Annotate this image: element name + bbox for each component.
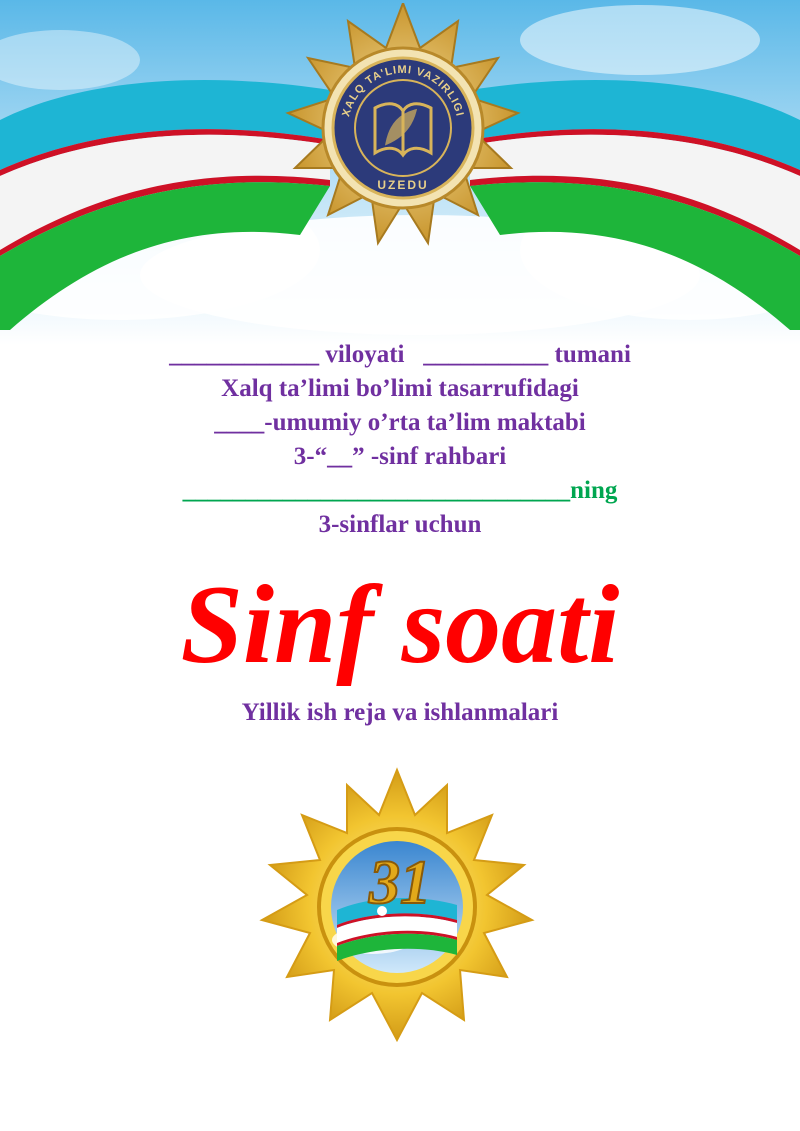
- school-line: ____-umumiy o’rta ta’lim maktabi: [214, 409, 586, 436]
- district-blank: __________: [423, 341, 549, 368]
- ministry-emblem: [283, 3, 523, 263]
- region-label: viloyati: [325, 341, 405, 368]
- emblem-numeral: 31: [369, 849, 431, 917]
- department-line: Xalq ta’limi bo’limi tasarrufidagi: [221, 375, 579, 402]
- emblem-bottom-text: UZEDU: [377, 178, 429, 192]
- page-title: Sinf soati: [180, 563, 620, 687]
- emblem-arc-text: XALQ TA'LIMI VAZIRLIGI: [340, 63, 466, 119]
- teacher-name-suffix: ning: [570, 477, 618, 504]
- teacher-name-line: [0, 474, 800, 508]
- region-blank: ____________: [169, 341, 320, 368]
- district-label: tumani: [554, 341, 631, 368]
- left-flag-ribbon: [0, 80, 330, 330]
- class-teacher-line: 3-“__” -sinf rahbari: [293, 443, 507, 470]
- teacher-name-blank: _______________________________: [182, 477, 571, 504]
- region-district-line: [0, 338, 800, 372]
- independence-emblem: [252, 765, 542, 1050]
- page-subtitle: Yillik ish reja va ishlanmalari: [241, 699, 559, 726]
- header-text: [0, 338, 800, 542]
- grade-line: 3-sinflar uchun: [318, 511, 482, 538]
